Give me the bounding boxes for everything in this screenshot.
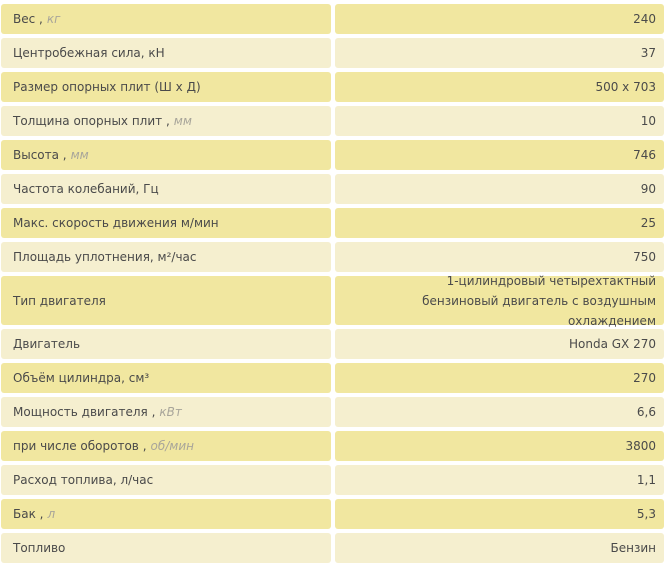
spec-value: [335, 397, 664, 427]
spec-label: [1, 465, 331, 495]
spec-label: [1, 242, 331, 272]
spec-row-max-speed: [0, 208, 666, 238]
spec-value-text: 90: [640, 182, 656, 196]
spec-value-text: 746: [633, 148, 656, 162]
spec-value: [335, 174, 664, 204]
spec-value: [335, 106, 664, 136]
spec-label-text: Мощность двигателя ,: [13, 405, 156, 419]
spec-value-text: 750: [633, 250, 656, 264]
spec-label-text: Расход топлива, л/час: [13, 473, 154, 487]
spec-label-text: Макс. скорость движения м/мин: [13, 216, 219, 230]
spec-label: [1, 499, 331, 529]
spec-value: [335, 4, 664, 34]
spec-label-text: Высота ,: [13, 148, 67, 162]
spec-label: [1, 276, 331, 325]
spec-row-weight: [0, 4, 666, 34]
spec-value-text: 3800: [625, 439, 656, 453]
spec-label: [1, 208, 331, 238]
spec-row-fuel: [0, 533, 666, 563]
spec-value-text: Honda GX 270: [569, 337, 656, 351]
spec-row-engine-power: [0, 397, 666, 427]
spec-row-height: [0, 140, 666, 170]
spec-label: [1, 72, 331, 102]
spec-value: [335, 72, 664, 102]
spec-value: [335, 208, 664, 238]
spec-row-tank: [0, 499, 666, 529]
spec-row-engine: [0, 329, 666, 359]
spec-row-cylinder-volume: [0, 363, 666, 393]
spec-value: [335, 465, 664, 495]
spec-value: [335, 363, 664, 393]
spec-value-text: 10: [640, 114, 656, 128]
spec-row-engine-type: [0, 273, 666, 328]
spec-value-text: 270: [633, 371, 656, 385]
spec-label-text: Топливо: [13, 541, 66, 555]
spec-label-text: Площадь уплотнения, м²/час: [13, 250, 197, 264]
spec-label: [1, 397, 331, 427]
spec-row-fuel-consumption: [0, 465, 666, 495]
spec-label-text: Толщина опорных плит ,: [13, 114, 170, 128]
spec-row-vibration-frequency: [0, 174, 666, 204]
spec-row-plate-size: [0, 72, 666, 102]
spec-value: [335, 499, 664, 529]
spec-value: [335, 533, 664, 563]
spec-unit: л: [47, 507, 56, 521]
spec-label-text: Частота колебаний, Гц: [13, 182, 159, 196]
spec-label-text: Вес ,: [13, 12, 43, 26]
spec-label: [1, 38, 331, 68]
spec-label: [1, 4, 331, 34]
spec-label-text: при числе оборотов ,: [13, 439, 147, 453]
spec-label: [1, 363, 331, 393]
spec-label: [1, 106, 331, 136]
spec-unit: мм: [70, 148, 89, 162]
spec-label: [1, 140, 331, 170]
spec-value-text: 240: [633, 12, 656, 26]
spec-value-text: 37: [640, 46, 656, 60]
spec-label-text: Двигатель: [13, 337, 81, 351]
spec-value: [335, 38, 664, 68]
spec-value: [335, 273, 664, 328]
spec-value-text: 500 х 703: [595, 80, 656, 94]
spec-value: [335, 242, 664, 272]
spec-label-text: Центробежная сила, кН: [13, 46, 165, 60]
spec-unit: кВт: [159, 405, 182, 419]
spec-label: [1, 431, 331, 461]
spec-value: [335, 431, 664, 461]
spec-label-text: Бак ,: [13, 507, 44, 521]
spec-value: [335, 329, 664, 359]
spec-value-text: Бензин: [610, 541, 656, 555]
spec-label: [1, 533, 331, 563]
spec-value-text: 6,6: [636, 405, 656, 419]
spec-label: [1, 174, 331, 204]
spec-unit: мм: [173, 114, 192, 128]
spec-value-text: 1,1: [636, 473, 656, 487]
spec-row-centrifugal-force: [0, 38, 666, 68]
spec-label-text: Объём цилиндра, см³: [13, 371, 150, 385]
spec-label: [1, 329, 331, 359]
spec-unit: кг: [46, 12, 61, 26]
spec-label-text: Размер опорных плит (Ш х Д): [13, 80, 201, 94]
spec-value-text: 1-цилиндровый четырехтактный бензиновый двигатель с воздушным охлаждением: [422, 273, 656, 328]
spec-row-rpm: [0, 431, 666, 461]
spec-value: [335, 140, 664, 170]
spec-row-plate-thickness: [0, 106, 666, 136]
spec-label-text: Тип двигателя: [13, 293, 106, 308]
spec-value-text: 25: [640, 216, 656, 230]
spec-value-text: 5,3: [636, 507, 656, 521]
spec-row-compaction-area: [0, 242, 666, 272]
spec-unit: об/мин: [150, 439, 194, 453]
